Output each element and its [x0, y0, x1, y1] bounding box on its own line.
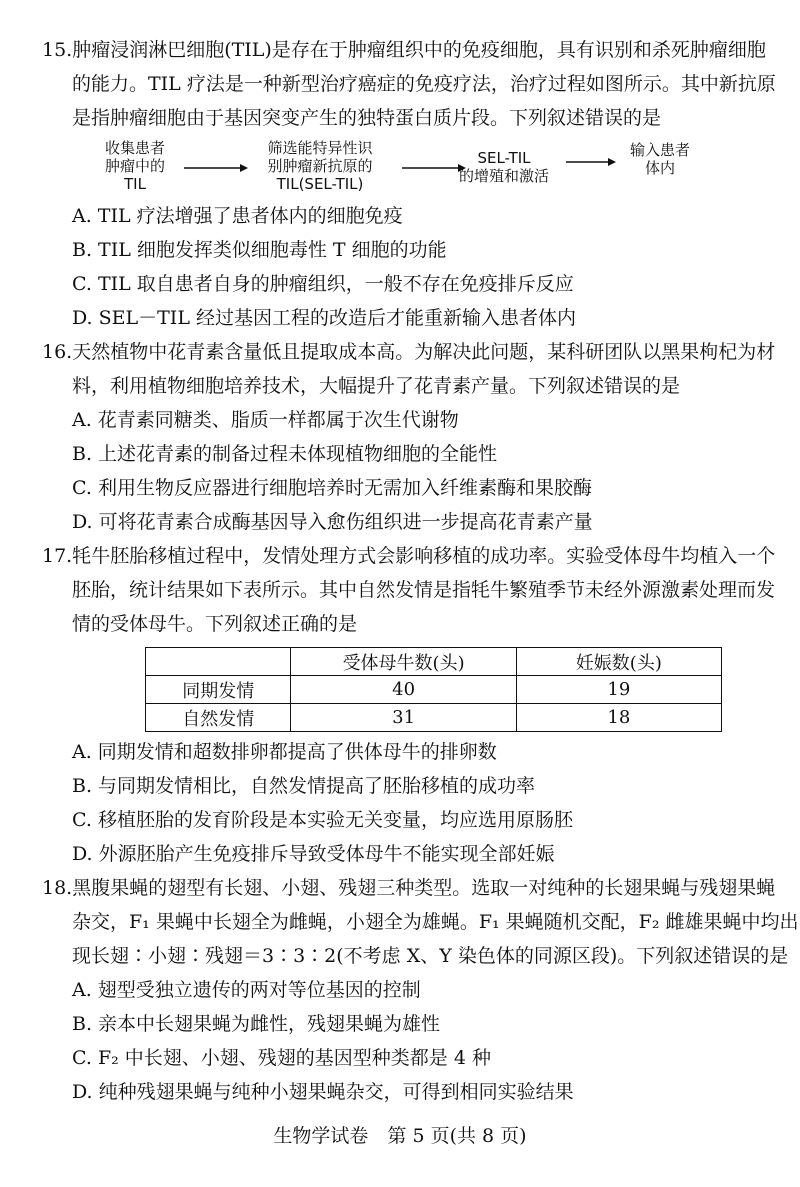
q17-option-a: A. 同期发情和超数排卵都提高了供体母牛的排卵数	[72, 741, 497, 763]
til-flow-diagram	[72, 137, 762, 201]
q18-option-d: D. 纯种残翅果蝇与纯种小翅果蝇杂交，可得到相同实验结果	[72, 1081, 574, 1103]
table-header-cell: 妊娠数(头)	[516, 648, 721, 676]
q15-option-b: B. TIL 细胞发挥类似细胞毒性 T 细胞的功能	[72, 239, 447, 261]
q15-text-1: 肿瘤浸润淋巴细胞(TIL)是存在于肿瘤组织中的免疫细胞，具有识别和杀死肿瘤细胞	[72, 39, 766, 61]
q16-option-b: B. 上述花青素的制备过程未体现植物细胞的全能性	[72, 443, 498, 465]
q17-text-1: 牦牛胚胎移植过程中，发情处理方式会影响移植的成功率。实验受体母牛均植入一个	[72, 545, 776, 567]
table-cell: 31	[291, 704, 516, 732]
q15-line-2: 的能力。TIL 疗法是一种新型治疗癌症的免疫疗法，治疗过程如图所示。其中新抗原	[72, 73, 776, 95]
table-row	[146, 704, 722, 732]
q18-text-1: 黑腹果蝇的翅型有长翅、小翅、残翅三种类型。选取一对纯种的长翅果蝇与残翅果蝇	[72, 877, 776, 899]
q18-number: 18.	[42, 877, 73, 899]
flow-step-screen: 筛选能特异性识 别肿瘤新抗原的 TIL(SEL-TIL)	[267, 139, 373, 193]
q18-option-a: A. 翅型受独立遗传的两对等位基因的控制	[72, 979, 421, 1001]
flow-arrow-1	[184, 161, 248, 175]
table-cell: 40	[291, 676, 516, 704]
q16-option-d: D. 可将花青素合成酶基因导入愈伤组织进一步提高花青素产量	[72, 511, 593, 533]
q15-option-a: A. TIL 疗法增强了患者体内的细胞免疫	[72, 205, 403, 227]
q17-option-c: C. 移植胚胎的发育阶段是本实验无关变量，均应选用原肠胚	[72, 809, 573, 831]
q16-option-a: A. 花青素同糖类、脂质一样都属于次生代谢物	[72, 409, 459, 431]
q15-option-c: C. TIL 取自患者自身的肿瘤组织，一般不存在免疫排斥反应	[72, 273, 574, 295]
table-cell: 同期发情	[146, 676, 291, 704]
q17-number: 17.	[42, 545, 73, 567]
q16-number: 16.	[42, 341, 73, 363]
q17-line-3: 情的受体母牛。下列叙述正确的是	[72, 613, 358, 635]
flow-step-collect: 收集患者 肿瘤中的 TIL	[104, 139, 165, 193]
q18-option-c: C. F₂ 中长翅、小翅、残翅的基因型种类都是 4 种	[72, 1047, 491, 1069]
q18-line-3: 现长翅∶小翅∶残翅＝3∶3∶2(不考虑 X、Y 染色体的同源区段)。下列叙述错误的是	[72, 945, 789, 967]
flow-arrow-3	[566, 155, 616, 169]
q16-text-1: 天然植物中花青素含量低且提取成本高。为解决此问题，某科研团队以黑果枸杞为材	[72, 341, 776, 363]
q15-line-1	[42, 37, 766, 63]
q17-option-d: D. 外源胚胎产生免疫排斥导致受体母牛不能实现全部妊娠	[72, 843, 555, 865]
q17-line-2: 胚胎，统计结果如下表所示。其中自然发情是指牦牛繁殖季节未经外源激素处理而发	[72, 579, 776, 601]
flow-step-expand: SEL-TIL 的增殖和激活	[458, 149, 549, 185]
table-row	[146, 676, 722, 704]
table-header-cell: 受体母牛数(头)	[291, 648, 516, 676]
q16-line-1	[42, 339, 776, 365]
flow-step-infuse: 输入患者 体内	[629, 141, 690, 177]
q15-option-d: D. SEL－TIL 经过基因工程的改造后才能重新输入患者体内	[72, 307, 576, 329]
table-header-cell	[146, 648, 291, 676]
table-cell: 自然发情	[146, 704, 291, 732]
q17-option-b: B. 与同期发情相比，自然发情提高了胚胎移植的成功率	[72, 775, 536, 797]
q15-number: 15.	[42, 39, 73, 61]
table-header-row	[146, 648, 722, 676]
q15-line-3: 是指肿瘤细胞由于基因突变产生的独特蛋白质片段。下列叙述错误的是	[72, 107, 662, 129]
table-cell: 18	[516, 704, 721, 732]
q18-option-b: B. 亲本中长翅果蝇为雌性，残翅果蝇为雄性	[72, 1013, 441, 1035]
table-cell: 19	[516, 676, 721, 704]
q18-line-2: 杂交，F₁ 果蝇中长翅全为雌蝇，小翅全为雄蝇。F₁ 果蝇随机交配，F₂ 雌雄果蝇中均出	[72, 911, 799, 933]
page-footer: 生物学试卷 第 5 页(共 8 页)	[273, 1125, 527, 1147]
q16-option-c: C. 利用生物反应器进行细胞培养时无需加入纤维素酶和果胶酶	[72, 477, 592, 499]
q17-line-1	[42, 543, 776, 569]
pregnancy-table	[145, 647, 722, 732]
q16-line-2: 料，利用植物细胞培养技术，大幅提升了花青素产量。下列叙述错误的是	[72, 375, 681, 397]
q18-line-1	[42, 875, 776, 901]
